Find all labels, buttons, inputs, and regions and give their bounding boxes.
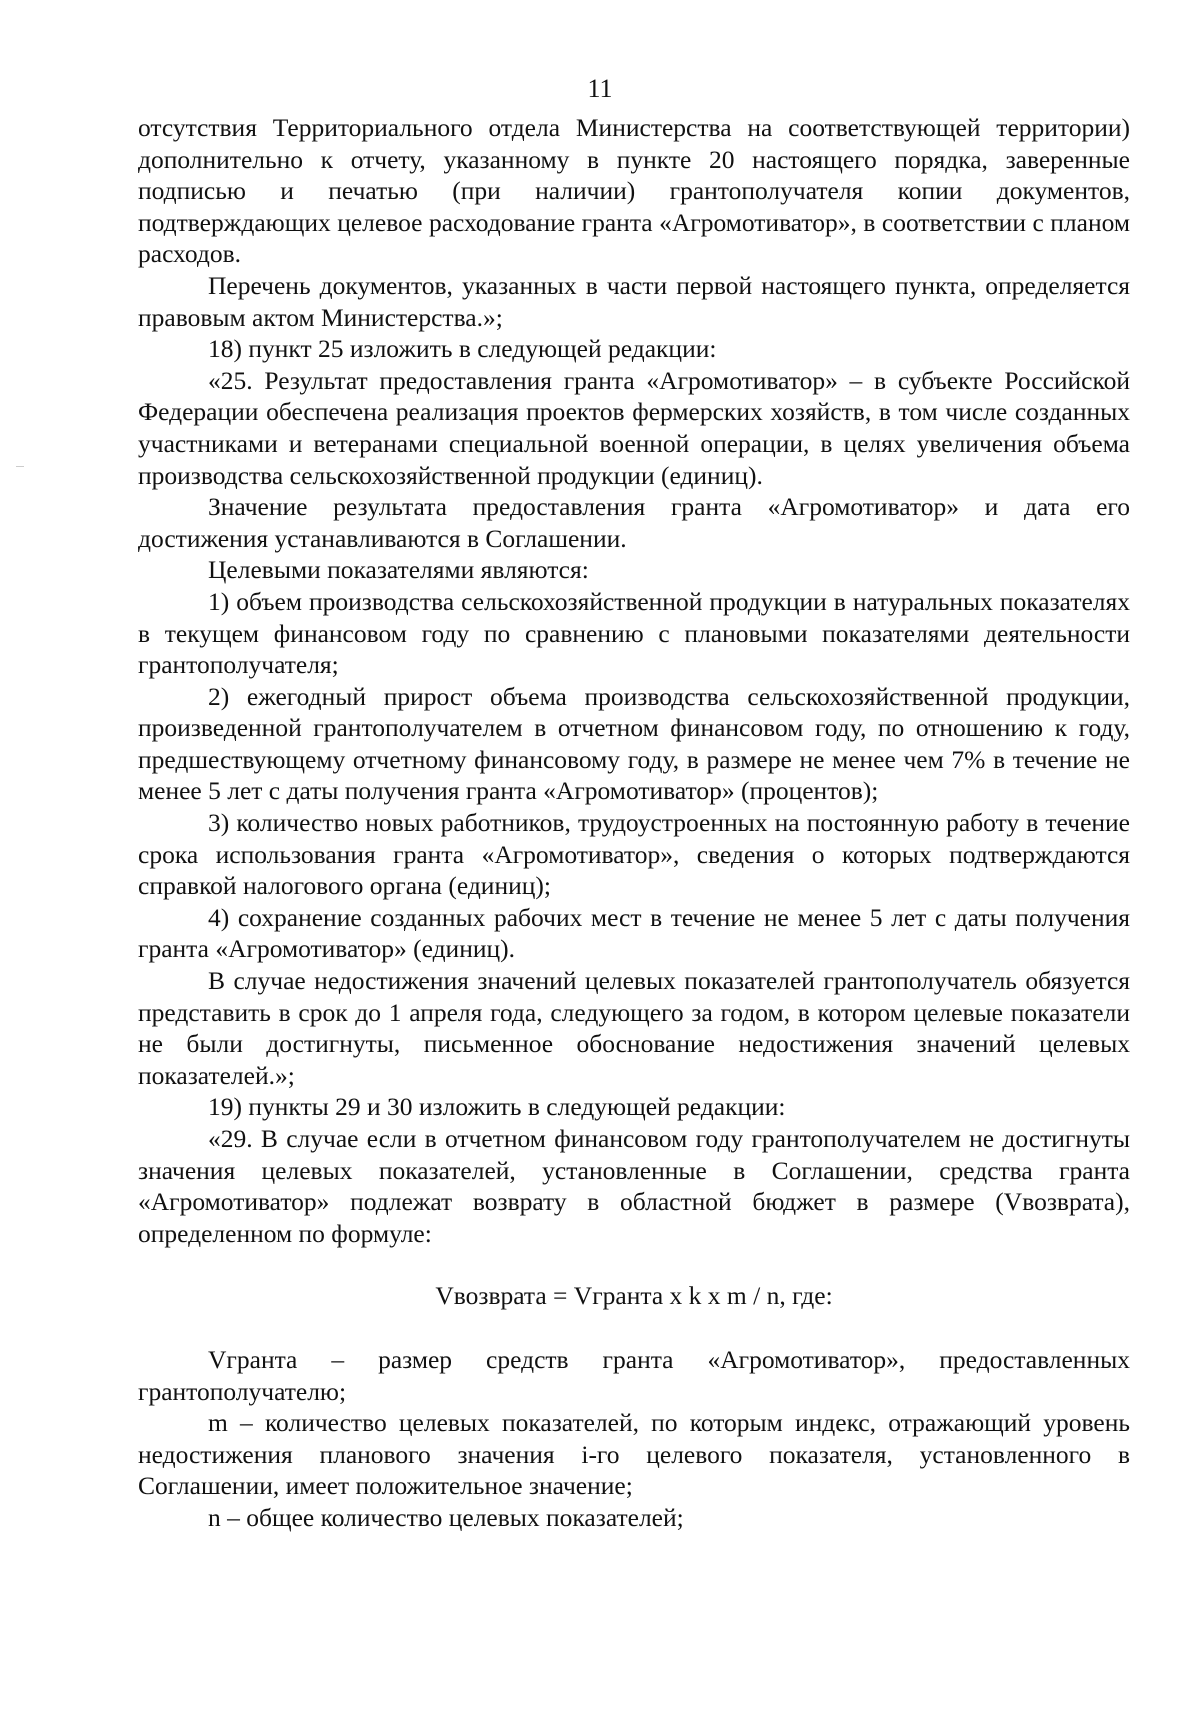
scan-artifact	[16, 466, 24, 467]
paragraph-item-19: 19) пункты 29 и 30 изложить в следующей редакции:	[208, 1092, 786, 1122]
formula: Vвозврата = Vгранта x k x m / n, где:	[435, 1281, 833, 1311]
paragraph-target-indicators: Целевыми показателями являются:	[208, 555, 589, 585]
page-number: 11	[587, 74, 613, 103]
document-body	[138, 112, 1130, 1534]
paragraph-indicator-3: 3) количество новых работников, трудоустроенных на постоянную работу в течение срока использования гранта «Агромотиватор», сведения о которых подтверждаются справкой налогового органа (единиц);	[138, 808, 1130, 901]
paragraph-clause-29: «29. В случае если в отчетном финансовом году грантополучателем не достигнуты значения целевых показателей, установленные в Соглашении, средства гранта «Агромотиватор» подлежат возврату в областной бюджет в размере (Vвозврата), определенном по формуле:	[138, 1124, 1130, 1248]
paragraph-indicator-2: 2) ежегодный прирост объема производства сельскохозяйственной продукции, произведенной грантополучателем в отчетном финансовом году, по отношению к году, предшествующему отчетному финансовому году, в размере не менее чем 7% в течение не менее 5 лет с даты получения гранта «Агромотиватор» (процентов);	[138, 681, 1130, 806]
paragraph-non-achievement: В случае недостижения значений целевых показателей грантополучатель обязуется представить в срок до 1 апреля года, следующего за годом, в котором целевые показатели не были достигнуты, письменное обоснование недостижения значений целевых показателей.»;	[138, 966, 1130, 1090]
definition-n: n – общее количество целевых показателей;	[208, 1502, 684, 1532]
paragraph-indicator-1: 1) объем производства сельскохозяйственной продукции в натуральных показателях в текущем финансовом году по сравнению с плановыми показателями деятельности грантополучателя;	[138, 586, 1130, 680]
paragraph-result-value: Значение результата предоставления гранта «Агромотиватор» и дата его достижения устанавливаются в Соглашении.	[138, 492, 1130, 553]
paragraph-continuation: отсутствия Территориального отдела Министерства на соответствующей территории) дополнительно к отчету, указанному в пункте 20 настоящего порядка, заверенные подписью и печатью (при наличии) грантополучателя копии документов, подтверждающих целевое расходование гранта «Агромотиватор», в соответствии с планом расходов.	[138, 113, 1130, 269]
paragraph-clause-25: «25. Результат предоставления гранта «Агромотиватор» – в субъекте Российской Федерации обеспечена реализация проектов фермерских хозяйств, в том числе созданных участниками и ветеранами специальной военной операции, в целях увеличения объема производства сельскохозяйственной продукции (единиц).	[138, 365, 1130, 490]
paragraph-item-18: 18) пункт 25 изложить в следующей редакции:	[208, 334, 717, 364]
paragraph-document-list: Перечень документов, указанных в части первой настоящего пункта, определяется правовым актом Министерства.»;	[138, 270, 1130, 332]
definition-m: m – количество целевых показателей, по которым индекс, отражающий уровень недостижения планового значения i-го целевого показателя, установленного в Соглашении, имеет положительное значение;	[138, 1408, 1130, 1501]
definition-v-granta: Vгранта – размер средств гранта «Агромотиватор», предоставленных грантополучателю;	[138, 1344, 1130, 1406]
paragraph-indicator-4: 4) сохранение созданных рабочих мест в течение не менее 5 лет с даты получения гранта «Агромотиватор» (единиц).	[138, 902, 1130, 964]
